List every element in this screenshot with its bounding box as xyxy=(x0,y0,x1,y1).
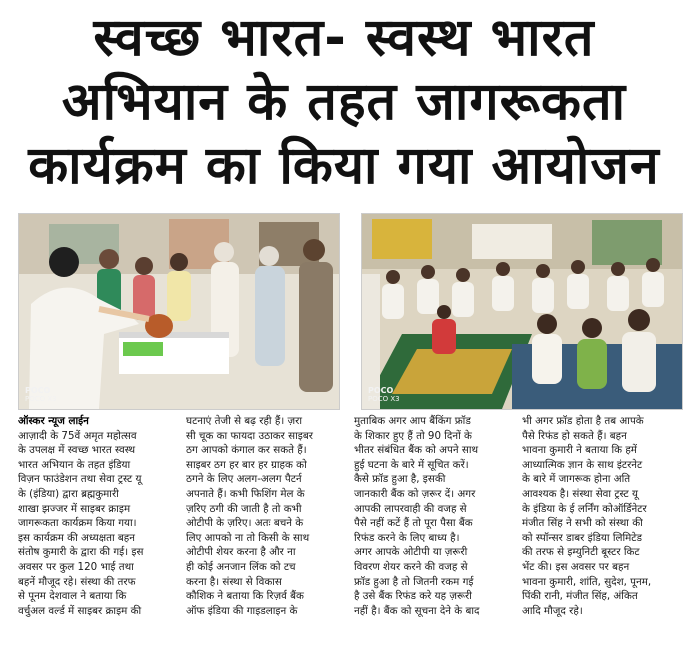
article-line: अवसर पर कुल 120 भाई तथा xyxy=(18,560,134,573)
article-line: विज़न फाउंडेशन तथा सेवा ट्रस्ट यू xyxy=(18,473,142,486)
article-line: पैसे रिफंड हो सकते हैं। बहन xyxy=(522,429,627,442)
article-line: के शिकार हुए हैं तो 90 दिनों के xyxy=(354,429,472,442)
photo-audience xyxy=(361,213,683,410)
article-body xyxy=(18,414,678,650)
article-line: ही कोई अनजान लिंक को टच xyxy=(186,560,296,573)
article-byline: ऑस्कर न्यूज लाईन xyxy=(18,415,89,427)
article-line: घटनाएं तेजी से बढ़ रही हैं। ज़रा xyxy=(186,415,303,427)
article-line: भावना कुमारी, शांति, सुदेश, पूनम, xyxy=(522,575,652,588)
article-column-3 xyxy=(354,414,504,618)
photo-watermark xyxy=(368,387,400,403)
watermark-model: POCO X3 xyxy=(25,395,57,403)
article-line: मुताबिक अगर आप बैंकिंग फ्रॉड xyxy=(354,415,471,427)
article-line: वर्चुअल वर्ल्ड में साइबर क्राइम की xyxy=(18,604,142,617)
article-line: के (इंडिया) द्वारा ब्रह्मकुमारी xyxy=(18,487,119,500)
watermark-model: POCO X3 xyxy=(368,395,400,403)
article-line: कौशिक ने बताया कि रिज़र्व बैंक xyxy=(186,590,304,603)
article-column-1 xyxy=(18,414,168,618)
headline-line-1: स्वच्छ भारत- स्वस्थ भारत xyxy=(93,8,595,68)
article-line: की तरफ से इम्युनिटी बूस्टर किट xyxy=(522,546,640,559)
article-line: अगर आपके ओटीपी या ज़रूरी xyxy=(354,546,468,559)
article-line: करना है। संस्था से विकास xyxy=(186,575,282,588)
article-line: हुई घटना के बारे में सूचित करें। xyxy=(354,458,469,471)
article-line: पैसे नहीं कटें हैं तो पूरा पैसा बैंक xyxy=(354,517,473,530)
article-column-4 xyxy=(522,414,672,618)
article-line: ठगने के लिए अलग-अलग पैटर्न xyxy=(186,473,302,486)
article-line: जागरूकता कार्यक्रम किया गया। xyxy=(18,517,137,530)
article-line: ओटीपी के ज़रिए। अतः बचने के xyxy=(186,517,304,530)
article-line: पिंकी रानी, मंजीत सिंह, अंकित xyxy=(522,590,638,603)
article-line: भेंट की। इस अवसर पर बहन xyxy=(522,560,630,573)
headline-line-3: कार्यक्रम का किया गया आयोजन xyxy=(28,136,660,196)
article-line: जानकारी बैंक को ज़रूर दें। अगर xyxy=(354,487,476,500)
headline-line-2: अभियान के तहत जागरूकता xyxy=(61,72,627,132)
article-line: बहनें मौजूद रहे। संस्था की तरफ xyxy=(18,575,136,588)
article-line: के बारे में जागरूक होना अति xyxy=(522,473,631,486)
article-line: आपकी लापरवाही की वजह से xyxy=(354,502,467,515)
article-line: ऑफ इंडिया की गाइडलाइन के xyxy=(186,604,298,617)
article-line: फ्रॉड हुआ है तो जितनी रकम गई xyxy=(354,575,474,588)
article-line: के इंडिया के ई लर्निंग कोऑर्डिनेटर xyxy=(522,502,647,515)
article-line: भीतर संबंधित बैंक को अपने साथ xyxy=(354,444,479,457)
article-line: ओटीपी शेयर करना है और ना xyxy=(186,546,296,559)
article-line: अपनाते हैं। कभी फिशिंग मेल के xyxy=(186,487,305,500)
article-line: लिए आपको ना तो किसी के साथ xyxy=(186,531,310,544)
article-line: भारत अभियान के तहत इंडिया xyxy=(18,458,131,471)
article-line: सी चूक का फायदा उठाकर साइबर xyxy=(186,429,313,442)
article-line: है उसे बैंक रिफंड करे यह ज़रूरी xyxy=(354,590,472,603)
article-line: आवश्यक है। संस्था सेवा ट्रस्ट यू xyxy=(522,487,638,500)
article-line: आध्यात्मिक ज्ञान के साथ इंटरनेट xyxy=(522,458,643,471)
article-line: भावना कुमारी ने बताया कि हमें xyxy=(522,444,637,457)
photo-audience-illustration xyxy=(362,214,682,409)
article-line: रिफंड करने के लिए बाध्य है। xyxy=(354,531,460,544)
article-line: ठग आपको कंगाल कर सकते हैं। xyxy=(186,444,307,457)
watermark-brand: POCO xyxy=(25,386,51,395)
article-line: नहीं है। बैंक को सूचना देने के बाद xyxy=(354,604,480,617)
article-line: साइबर ठग हर बार हर ग्राहक को xyxy=(186,458,307,471)
article-line: आज़ादी के 75वें अमृत महोत्सव xyxy=(18,429,137,442)
article-line: शाखा झज्जर में साइबर क्राइम xyxy=(18,502,131,515)
article-line: विवरण शेयर करने की वजह से xyxy=(354,560,468,573)
article-line: के उपलक्ष में स्वच्छ भारत स्वस्थ xyxy=(18,444,136,457)
article-line: ज़रिए ठगी की जाती है तो कभी xyxy=(186,502,302,515)
article-line: कैसे फ्रॉड हुआ है, इसकी xyxy=(354,473,446,486)
photo-watermark xyxy=(25,387,57,403)
article-line: मंजीत सिंह ने सभी को संस्था की xyxy=(522,517,643,530)
headline xyxy=(0,6,688,198)
article-line: भी अगर फ्रॉड होता है तब आपके xyxy=(522,415,644,427)
article-line: इस कार्यक्रम की अध्यक्षता बहन xyxy=(18,531,135,544)
article-line: संतोष कुमारी के द्वारा की गई। इस xyxy=(18,546,144,559)
article-line: से पूनम देशवाल ने बताया कि xyxy=(18,590,127,603)
photo-event-stage xyxy=(18,213,340,410)
photo-stage-illustration xyxy=(19,214,339,409)
article-line: को स्पॉन्सर डाबर इंडिया लिमिटेड xyxy=(522,531,642,544)
watermark-brand: POCO xyxy=(368,386,394,395)
article-column-2 xyxy=(186,414,336,618)
article-line: आदि मौजूद रहे। xyxy=(522,604,583,617)
